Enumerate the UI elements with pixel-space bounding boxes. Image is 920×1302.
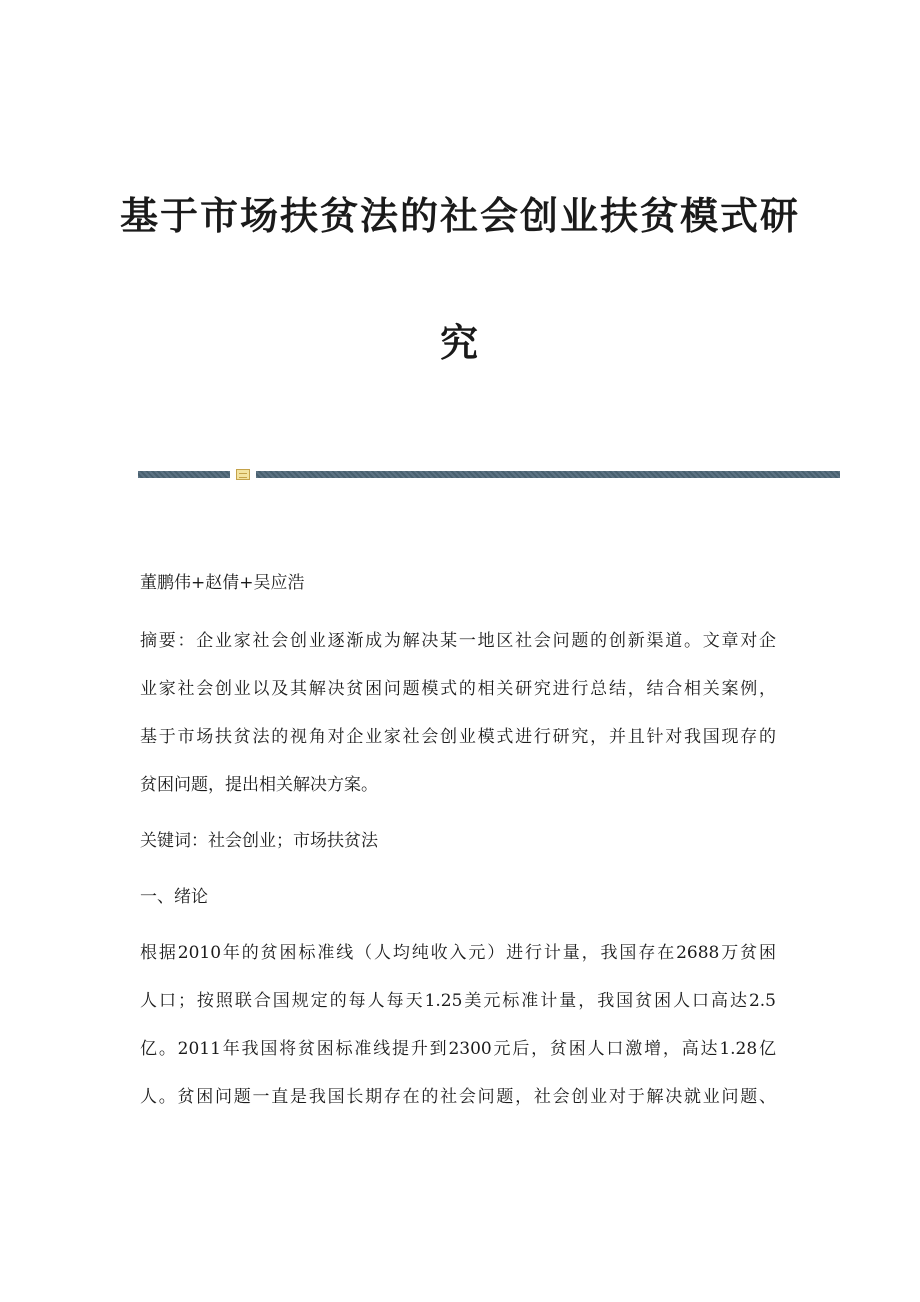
- body-line: 人口；按照联合国规定的每人每天1.25美元标准计量，我国贫困人口高达2.5: [140, 991, 776, 1011]
- section-heading: 一、绪论: [140, 887, 208, 907]
- body-line: 人。贫困问题一直是我国长期存在的社会问题，社会创业对于解决就业问题、: [140, 1087, 776, 1107]
- keywords: 关键词：社会创业；市场扶贫法: [140, 831, 378, 851]
- abstract-line: 基于市场扶贫法的视角对企业家社会创业模式进行研究，并且针对我国现存的: [140, 727, 776, 747]
- document-title-line-2: 究: [439, 321, 480, 365]
- divider-emblem-icon: [236, 469, 250, 480]
- abstract-line: 业家社会创业以及其解决贫困问题模式的相关研究进行总结，结合相关案例，: [140, 679, 776, 699]
- body-line: 亿。2011年我国将贫困标准线提升到2300元后，贫困人口激增，高达1.28亿: [140, 1039, 776, 1059]
- authors: 董鹏伟+赵倩+吴应浩: [140, 573, 305, 593]
- divider-bar-left: [138, 471, 230, 478]
- body-line: 根据2010年的贫困标准线（人均纯收入元）进行计量，我国存在2688万贫困: [140, 943, 776, 963]
- abstract-line: 摘要：企业家社会创业逐渐成为解决某一地区社会问题的创新渠道。文章对企: [140, 631, 776, 651]
- divider-bar-right: [256, 471, 840, 478]
- abstract-line: 贫困问题，提出相关解决方案。: [140, 775, 378, 795]
- document-title-line-1: 基于市场扶贫法的社会创业扶贫模式研: [120, 194, 801, 238]
- title-divider: [138, 470, 840, 480]
